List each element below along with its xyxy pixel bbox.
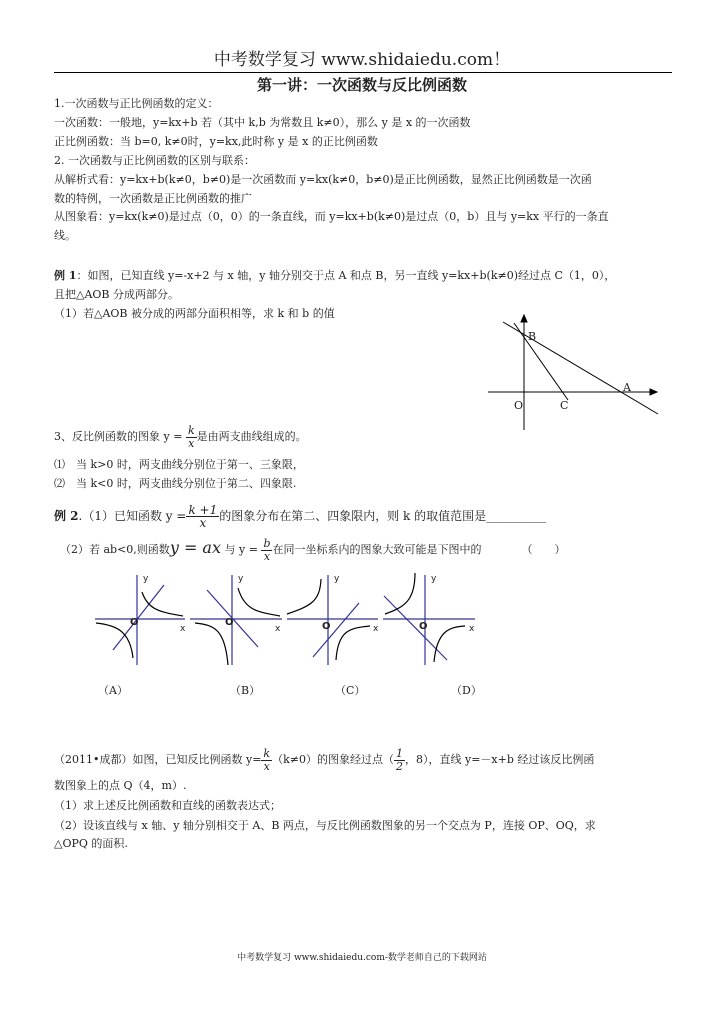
text: ，8），直线 y=－x+b 经过该反比例函 xyxy=(404,753,595,766)
graph-d xyxy=(383,573,475,665)
text: 的图象分布在第二、四象限内，则 k 的取值范围是__________ xyxy=(219,509,547,523)
denominator: x xyxy=(263,759,270,773)
fraction xyxy=(261,748,272,773)
list-item: ⑵ 当 k<0 时，两支曲线分别位于第二、四象限. xyxy=(54,477,297,490)
point-label-b: B xyxy=(528,330,537,343)
text: 是由两支曲线组成的。 xyxy=(196,430,307,443)
text: 在同一坐标系内的图象大致可能是下图中的 xyxy=(272,543,482,556)
denominator: x xyxy=(188,436,195,450)
example2-part1 xyxy=(54,502,546,530)
point-label-c: C xyxy=(560,399,569,412)
fraction xyxy=(186,425,197,450)
answer-blank: （ ） xyxy=(521,543,566,556)
denominator: 2 xyxy=(395,759,403,773)
text-line: △OPQ 的面积. xyxy=(54,837,128,850)
function: y = ax xyxy=(169,538,221,557)
axis-label: x xyxy=(275,624,281,634)
section1-heading: 1.一次函数与正比例函数的定义： xyxy=(54,97,219,110)
text-line: 且把△AOB 分成两部分。 xyxy=(54,288,180,301)
text: （2）若 ab<0,则函数 xyxy=(60,543,170,556)
list-item: ⑴ 当 k>0 时，两支曲线分别位于第一、三象限， xyxy=(54,458,304,471)
axis-label: x xyxy=(469,624,475,634)
text-line: 一次函数：一般地，y=kx+b 若（其中 k,b 为常数且 k≠0），那么 y 是 x 的一次函数 xyxy=(54,116,471,129)
text: （2011•成都）如图，已知反比例函数 y= xyxy=(54,753,262,766)
question: （1）求上述反比例函数和直线的函数表达式； xyxy=(54,799,281,812)
denominator: x xyxy=(199,516,207,530)
text-line: 数图象上的点 Q（4，m）. xyxy=(54,779,187,792)
option-label-c: （C） xyxy=(335,684,366,697)
option-label-a: （A） xyxy=(98,684,128,697)
axis-label: y xyxy=(334,574,340,584)
example1-line1: ：如图，已知直线 y=-x+2 与 x 轴，y 轴分别交于点 A 和点 B，另一直线 y=kx+b(k≠0)经过点 C（1，0）， xyxy=(76,269,616,282)
section3-line xyxy=(54,424,307,450)
axis-label: y xyxy=(143,574,149,584)
fraction xyxy=(261,538,272,563)
text: （k≠0）的图象经过点（ xyxy=(272,753,394,766)
text: .（1）已知函数 y = xyxy=(78,509,187,523)
origin-label: O xyxy=(225,617,234,628)
example2-part2 xyxy=(60,535,565,563)
axis-label: x xyxy=(180,624,186,634)
text-line: 线。 xyxy=(54,229,76,242)
section2-heading: 2. 一次函数与正比例函数的区别与联系： xyxy=(54,154,255,167)
text-line: 从图象看：y=kx(k≠0)是过点（0，0）的一条直线，而 y=kx+b(k≠0)是过点（0，b）且与 y=kx 平行的一条直 xyxy=(54,210,609,223)
page-header: 中考数学复习 www.shidaiedu.com！ xyxy=(213,50,511,70)
axis-label: y xyxy=(238,574,244,584)
numerator: b xyxy=(263,536,271,550)
problem3-line1 xyxy=(54,746,594,774)
example2-label: 例 2 xyxy=(54,509,79,523)
option-label-d: （D） xyxy=(451,684,482,697)
denominator: x xyxy=(263,549,271,563)
axis-label: y xyxy=(431,574,437,584)
page-title: 第一讲：一次函数与反比例函数 xyxy=(256,76,467,94)
option-label-b: （B） xyxy=(230,684,261,697)
numerator: k xyxy=(187,423,195,437)
origin-label: O xyxy=(322,621,331,632)
text: 3、反比例函数的图象 y = xyxy=(54,430,183,443)
text-line: 正比例函数：当 b=0, k≠0时，y=kx,此时称 y 是 x 的正比例函数 xyxy=(54,135,378,148)
axis-label: x xyxy=(373,624,379,634)
point-label-a: A xyxy=(623,381,631,394)
text-line: 数的特例，一次函数是正比例函数的推广 xyxy=(54,192,252,205)
question: （2）设该直线与 x 轴、y 轴分别相交于 A、B 两点，与反比例函数图象的另一个交点为 P，连接 OP、OQ，求 xyxy=(54,819,596,832)
page-footer: 中考数学复习 www.shidaiedu.com-数学老师自己的下载网站 xyxy=(237,953,487,963)
point-label-o: O xyxy=(514,399,524,412)
example1-label: 例 1 xyxy=(54,269,77,282)
option-graphs xyxy=(95,573,475,665)
numerator: k +1 xyxy=(188,503,218,517)
example1-question: （1）若△AOB 被分成的两部分面积相等，求 k 和 b 的值 xyxy=(54,307,335,320)
graph-a xyxy=(95,575,185,665)
graph-c xyxy=(287,575,378,665)
text-line: 从解析式看：y=kx+b(k≠0，b≠0)是一次函数而 y=kx(k≠0，b≠0)是正比例函数，显然正比例函数是一次函 xyxy=(54,173,592,186)
fraction xyxy=(394,748,405,773)
line-BC xyxy=(514,323,568,400)
graph-b xyxy=(190,575,282,665)
fraction xyxy=(186,504,219,529)
origin-label: O xyxy=(130,617,139,628)
numerator: k xyxy=(263,746,271,760)
numerator: 1 xyxy=(395,746,403,760)
origin-label: O xyxy=(419,621,428,632)
text: 与 y = xyxy=(224,543,258,556)
line-AB xyxy=(503,322,658,414)
